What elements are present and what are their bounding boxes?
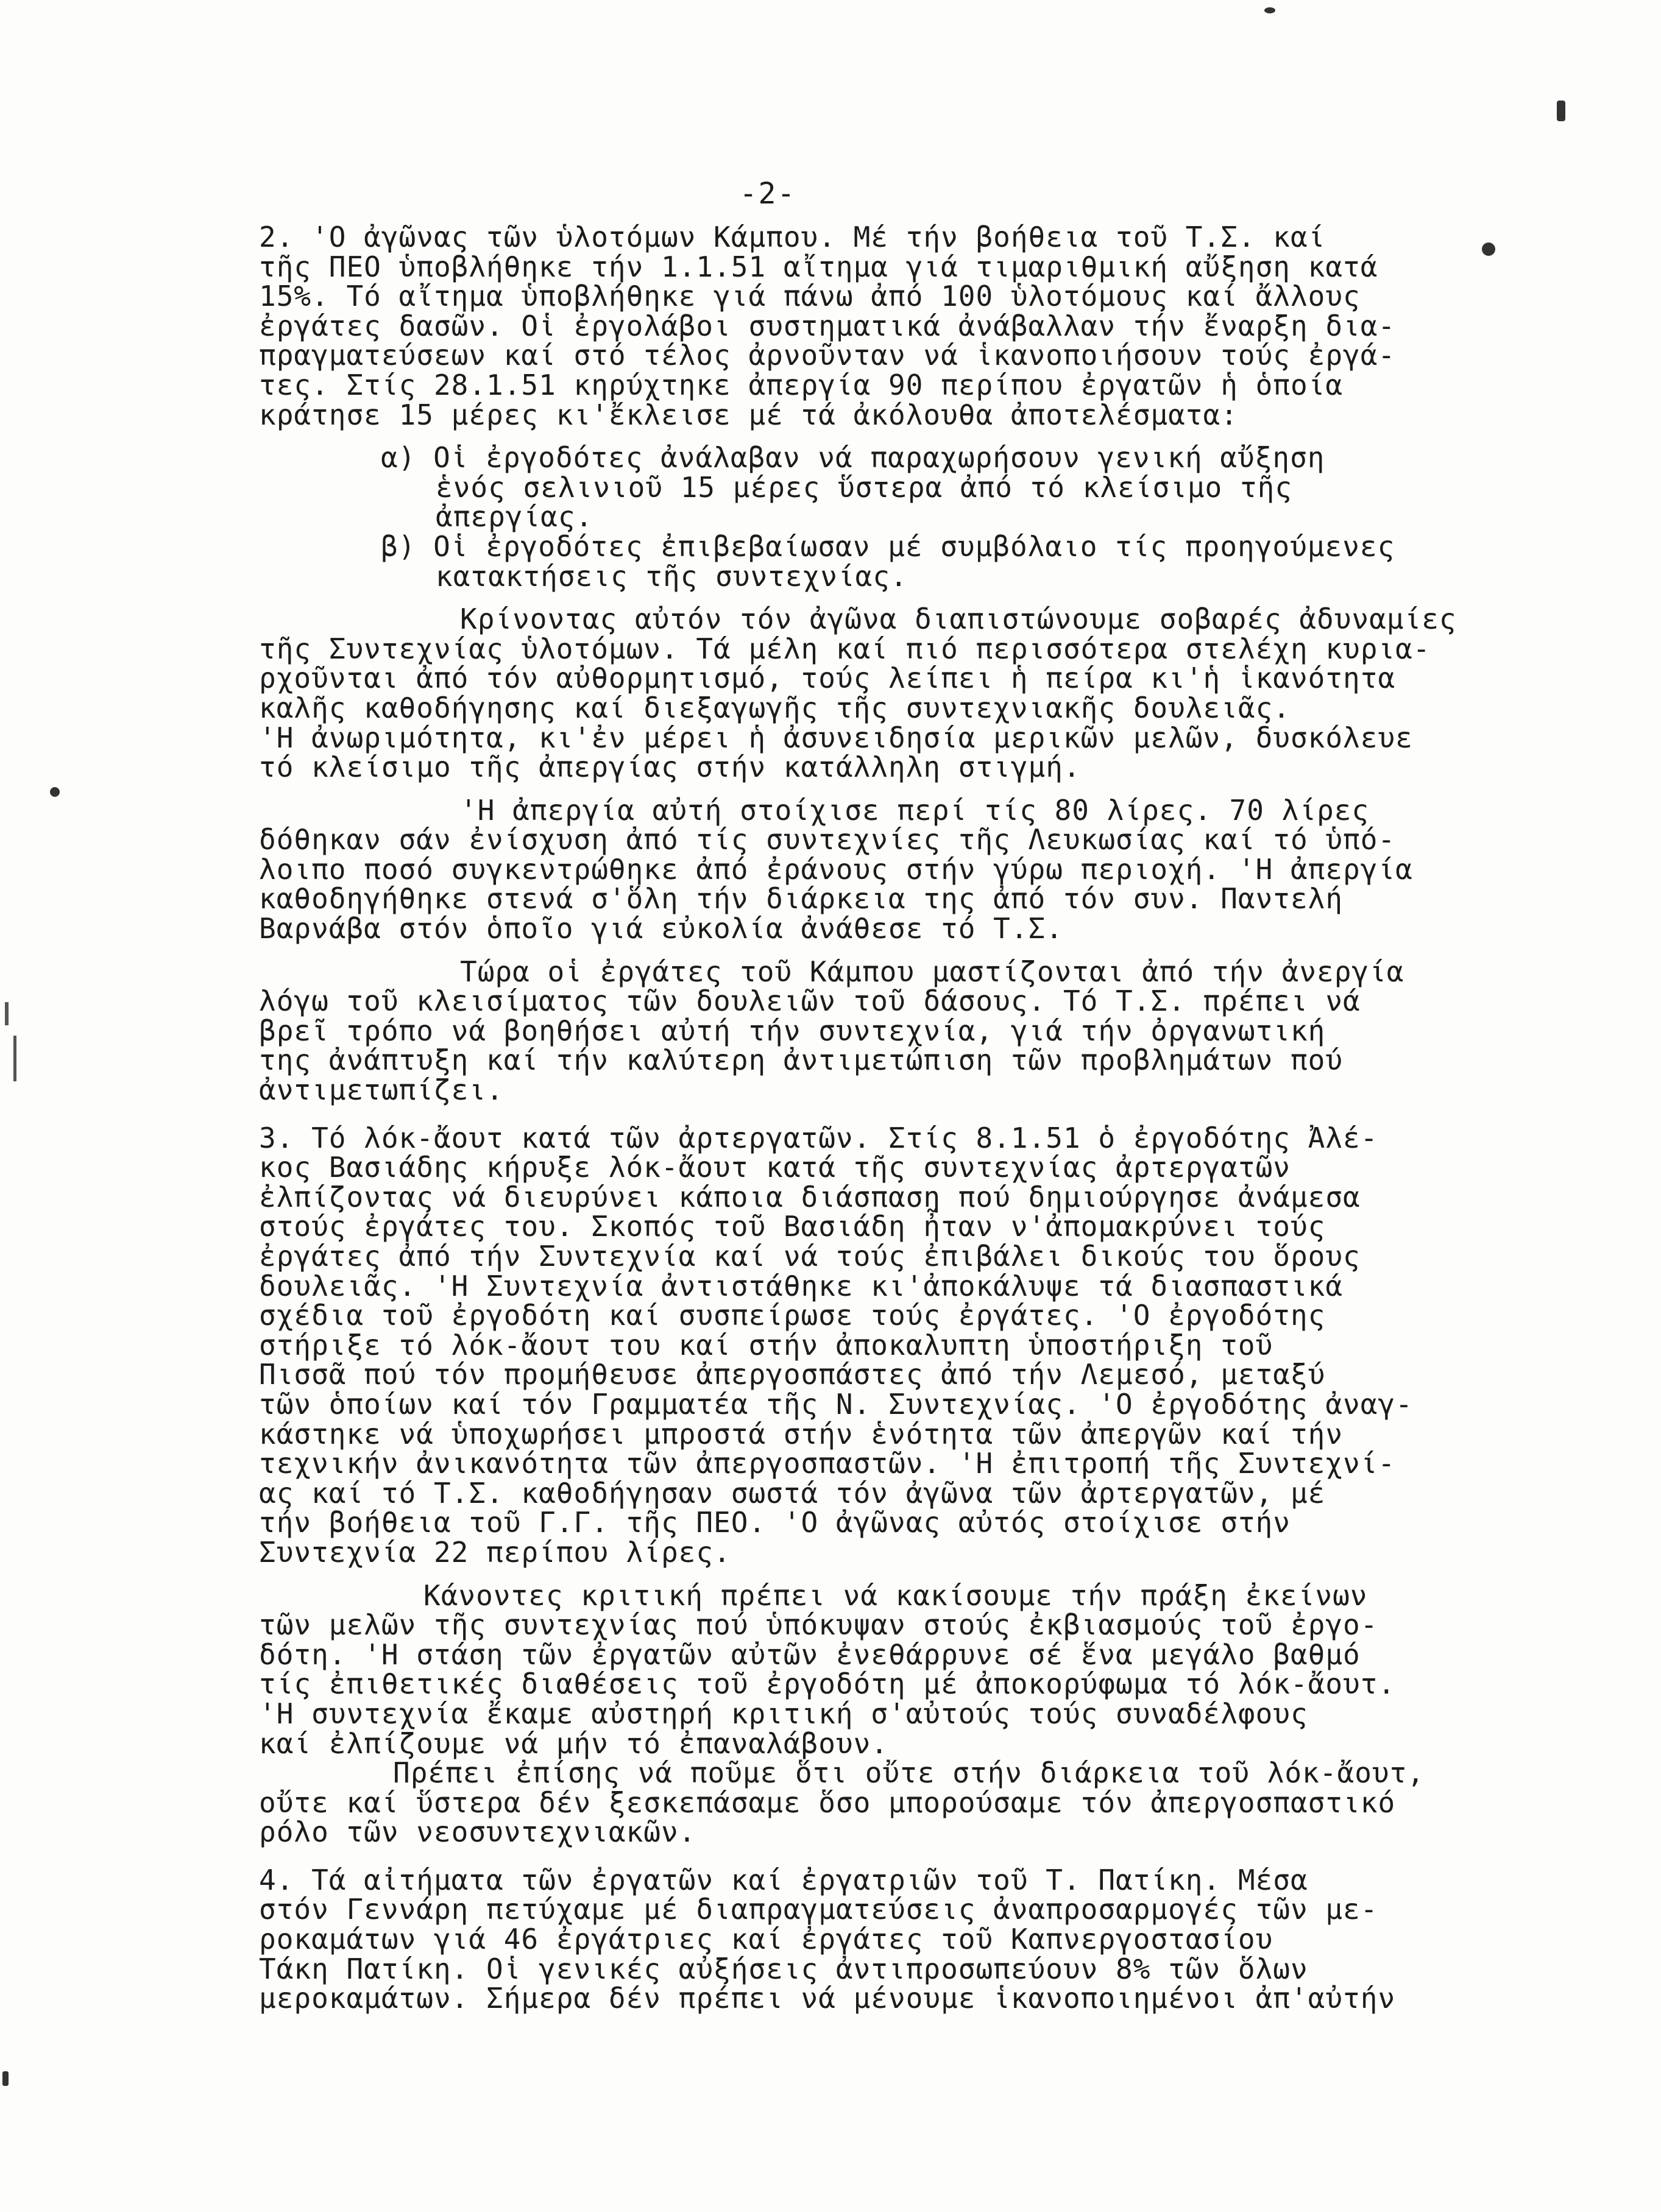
section-3 xyxy=(259,1123,1472,1567)
text-line: καί ἐλπίζουμε νά μήν τό ἐπαναλάβουν. xyxy=(259,1726,888,1760)
paragraph-unemployment xyxy=(259,957,1472,1105)
text-line: β) Οἱ ἐργοδότες ἐπιβεβαίωσαν μέ συμβόλαιο τίς προηγούμενες xyxy=(381,529,1395,563)
text-line: α) Οἱ ἐργοδότες ἀνάλαβαν νά παραχωρήσουν γενική αὔξηση xyxy=(381,441,1325,475)
text-line: ἑνός σελινιοῦ 15 μέρες ὕστερα ἀπό τό κλείσιμο τῆς xyxy=(436,470,1293,504)
text-line: κος Βασιάδης κήρυξε λόκ-ἄουτ κατά τῆς συντεχνίας ἀρτεργατῶν xyxy=(259,1151,1291,1184)
text-line: ἐργάτες δασῶν. Οἱ ἐργολάβοι συστηματικά ἀνάβαλλαν τήν ἔναρξη δια- xyxy=(259,309,1396,342)
text-line: Βαρνάβα στόν ὁποῖο γιά εὐκολία ἀνάθεσε τό Τ.Σ. xyxy=(259,912,1063,945)
text-line: τῆς Συντεχνίας ὑλοτόμων. Τά μέλη καί πιό περισσότερα στελέχη κυρια- xyxy=(259,632,1431,665)
scan-speck xyxy=(1557,101,1565,121)
paragraph-strikebreakers xyxy=(259,1758,1472,1847)
text-line: δόθηκαν σάν ἐνίσχυση ἀπό τίς συντεχνίες τῆς Λευκωσίας καί τό ὑπό- xyxy=(259,823,1396,857)
text-line: τῆς ΠΕΟ ὑποβλήθηκε τήν 1.1.51 αἴτημα γιά τιμαριθμική αὔξηση κατά xyxy=(259,250,1378,283)
text-line: 2. 'Ο ἀγῶνας τῶν ὑλοτόμων Κάμπου. Μέ τήν βοήθεια τοῦ Τ.Σ. καί xyxy=(259,221,1326,253)
text-line: καθοδηγήθηκε στενά σ'ὅλη τήν διάρκεια της ἀπό τόν συν. Παντελή xyxy=(259,882,1344,916)
text-line: ρόλο τῶν νεοσυντεχνιακῶν. xyxy=(259,1815,696,1849)
text-line: σχέδια τοῦ ἐργοδότη καί συσπείρωσε τούς ἐργάτες. 'Ο ἐργοδότης xyxy=(259,1299,1326,1332)
text-line: ἀπεργίας. xyxy=(436,500,593,534)
text-line: τες. Στίς 28.1.51 κηρύχτηκε ἀπεργία 90 περίπου ἐργατῶν ἡ ὁποία xyxy=(259,368,1344,401)
scan-speck xyxy=(1264,7,1275,13)
text-line: Τώρα οἱ ἐργάτες τοῦ Κάμπου μαστίζονται ἀπό τήν ἀνεργία xyxy=(460,955,1404,988)
list-item-b xyxy=(259,529,1472,593)
text-line: Τάκη Πατίκη. Οἱ γενικές αὐξήσεις ἀντιπροσωπεύουν 8% τῶν ὅλων xyxy=(259,1952,1308,1985)
text-line: πραγματεύσεων καί στό τέλος ἀρνοῦνταν νά ἱκανοποιήσουν τούς ἐργά- xyxy=(259,339,1396,372)
text-line: τῶν μελῶν τῆς συντεχνίας πού ὑπόκυψαν στούς ἐκβιασμούς τοῦ ἐργο- xyxy=(259,1608,1378,1642)
text-line: βρεῖ τρόπο νά βοηθήσει αὐτή τήν συντεχνία, γιά τήν ὀργανωτική xyxy=(259,1014,1326,1047)
list-item-a xyxy=(259,443,1472,532)
text-line: κράτησε 15 μέρες κι'ἔκλεισε μέ τά ἀκόλουθα ἀποτελέσματα: xyxy=(259,398,1238,431)
text-line: τό κλείσιμο τῆς ἀπεργίας στήν κατάλληλη στιγμή. xyxy=(259,751,1081,784)
scan-margin-mark xyxy=(13,1036,16,1081)
text-line: στήριξε τό λόκ-ἄουτ του καί στήν ἀποκαλυπτη ὑποστήριξη τοῦ xyxy=(259,1328,1273,1362)
section-4 xyxy=(259,1865,1472,2013)
text-line: Συντεχνία 22 περίπου λίρες. xyxy=(259,1535,731,1569)
document-body xyxy=(259,222,1472,2013)
text-line: ας καί τό Τ.Σ. καθοδήγησαν σωστά τόν ἀγῶνα τῶν ἀρτεργατῶν, μέ xyxy=(259,1476,1326,1510)
text-line: λόγω τοῦ κλεισίματος τῶν δουλειῶν τοῦ δάσους. Τό Τ.Σ. πρέπει νά xyxy=(259,984,1361,1018)
paragraph-criticism xyxy=(259,1578,1472,1760)
text-line: μεροκαμάτων. Σήμερα δέν πρέπει νά μένουμε ἱκανοποιημένοι ἀπ'αὐτήν xyxy=(259,1982,1396,2015)
text-line: στούς ἐργάτες του. Σκοπός τοῦ Βασιάδη ἦταν ν'ἀπομακρύνει τούς xyxy=(259,1210,1326,1243)
text-line: λοιπο ποσό συγκεντρώθηκε ἀπό ἐράνους στήν γύρω περιοχή. 'Η ἀπεργία xyxy=(259,852,1413,886)
page-number: -2- xyxy=(739,177,796,211)
text-line: Κάνοντες κριτική πρέπει νά κακίσουμε τήν πράξη ἐκείνων xyxy=(423,1578,1368,1612)
text-line: κάστηκε νά ὑποχωρήσει μπροστά στήν ἑνότητα τῶν ἀπεργῶν καί τήν xyxy=(259,1417,1344,1451)
text-line: Πρέπει ἐπίσης νά ποῦμε ὅτι οὔτε στήν διάρκεια τοῦ λόκ-ἄουτ, xyxy=(393,1756,1425,1790)
text-line: καλῆς καθοδήγησης καί διεξαγωγῆς τῆς συντεχνιακῆς δουλειᾶς. xyxy=(259,691,1291,724)
text-line: 'Η ἀπεργία αὐτή στοίχισε περί τίς 80 λίρες. 70 λίρες xyxy=(460,793,1370,827)
text-line: ἐργάτες ἀπό τήν Συντεχνία καί νά τούς ἐπιβάλει δικούς του ὅρους xyxy=(259,1240,1361,1273)
text-line: ἐλπίζοντας νά διευρύνει κάποια διάσπαση πού δημιούργησε ἀνάμεσα xyxy=(259,1180,1361,1214)
text-line: τῶν ὁποίων καί τόν Γραμματέα τῆς Ν. Συντεχνίας. 'Ο ἐργοδότης ἀναγ- xyxy=(259,1387,1413,1421)
text-line: οὔτε καί ὕστερα δέν ξεσκεπάσαμε ὅσο μπορούσαμε τόν ἀπεργοσπαστικό xyxy=(259,1786,1396,1819)
text-line: Πισσᾶ πού τόν προμήθευσε ἀπεργοσπάστες ἀπό τήν Λεμεσό, μεταξύ xyxy=(259,1358,1326,1391)
text-line: στόν Γεννάρη πετύχαμε μέ διαπραγματεύσεις ἀναπροσαρμογές τῶν με- xyxy=(259,1893,1378,1926)
scan-margin-mark xyxy=(5,1002,9,1025)
text-line: δότη. 'Η στάση τῶν ἐργατῶν αὐτῶν ἐνεθάρρυνε σέ ἕνα μεγάλο βαθμό xyxy=(259,1638,1361,1671)
text-line: 15%. Τό αἴτημα ὑποβλήθηκε γιά πάνω ἀπό 100 ὑλοτόμους καί ἄλλους xyxy=(259,280,1361,313)
text-line: 'Η συντεχνία ἔκαμε αὐστηρή κριτική σ'αὐτούς τούς συναδέλφους xyxy=(259,1697,1308,1730)
text-line: 4. Τά αἰτήματα τῶν ἐργατῶν καί ἐργατριῶν τοῦ Τ. Πατίκη. Μέσα xyxy=(259,1863,1308,1896)
text-line: ροκαμάτων γιά 46 ἐργάτριες καί ἐργάτες τοῦ Καπνεργοστασίου xyxy=(259,1923,1273,1956)
section-2 xyxy=(259,222,1472,429)
text-line: 3. Τό λόκ-ἄουτ κατά τῶν ἀρτεργατῶν. Στίς 8.1.51 ὁ ἐργοδότης Ἀλέ- xyxy=(259,1121,1378,1154)
text-line: της ἀνάπτυξη καί τήν καλύτερη ἀντιμετώπιση τῶν προβλημάτων πού xyxy=(259,1044,1344,1077)
scan-speck xyxy=(1482,242,1495,256)
paragraph-cost xyxy=(259,793,1472,945)
text-line: δουλειᾶς. 'Η Συντεχνία ἀντιστάθηκε κι'ἀποκάλυψε τά διασπαστικά xyxy=(259,1269,1344,1302)
text-line: Κρίνοντας αὐτόν τόν ἀγῶνα διαπιστώνουμε σοβαρές ἀδυναμίες xyxy=(460,602,1457,636)
scan-speck xyxy=(2,2071,9,2086)
text-line: ρχοῦνται ἀπό τόν αὐθορμητισμό, τούς λείπει ἡ πείρα κι'ἡ ἱκανότητα xyxy=(259,662,1396,695)
paragraph-critique xyxy=(259,604,1472,782)
text-line: τεχνικήν ἀνικανότητα τῶν ἀπεργοσπαστῶν. 'Η ἐπιτροπή τῆς Συντεχνί- xyxy=(259,1447,1396,1480)
text-line: τήν βοήθεια τοῦ Γ.Γ. τῆς ΠΕΟ. 'Ο ἀγῶνας αὐτός στοίχισε στήν xyxy=(259,1506,1291,1539)
text-line: 'Η ἀνωριμότητα, κι'ἐν μέρει ἡ ἀσυνειδησία μερικῶν μελῶν, δυσκόλευε xyxy=(259,721,1413,754)
text-line: ἀντιμετωπίζει. xyxy=(259,1073,504,1107)
scan-speck xyxy=(50,787,60,797)
text-line: τίς ἐπιθετικές διαθέσεις τοῦ ἐργοδότη μέ ἀποκορύφωμα τό λόκ-ἄουτ. xyxy=(259,1667,1396,1701)
text-line: κατακτήσεις τῆς συντεχνίας. xyxy=(436,559,908,593)
